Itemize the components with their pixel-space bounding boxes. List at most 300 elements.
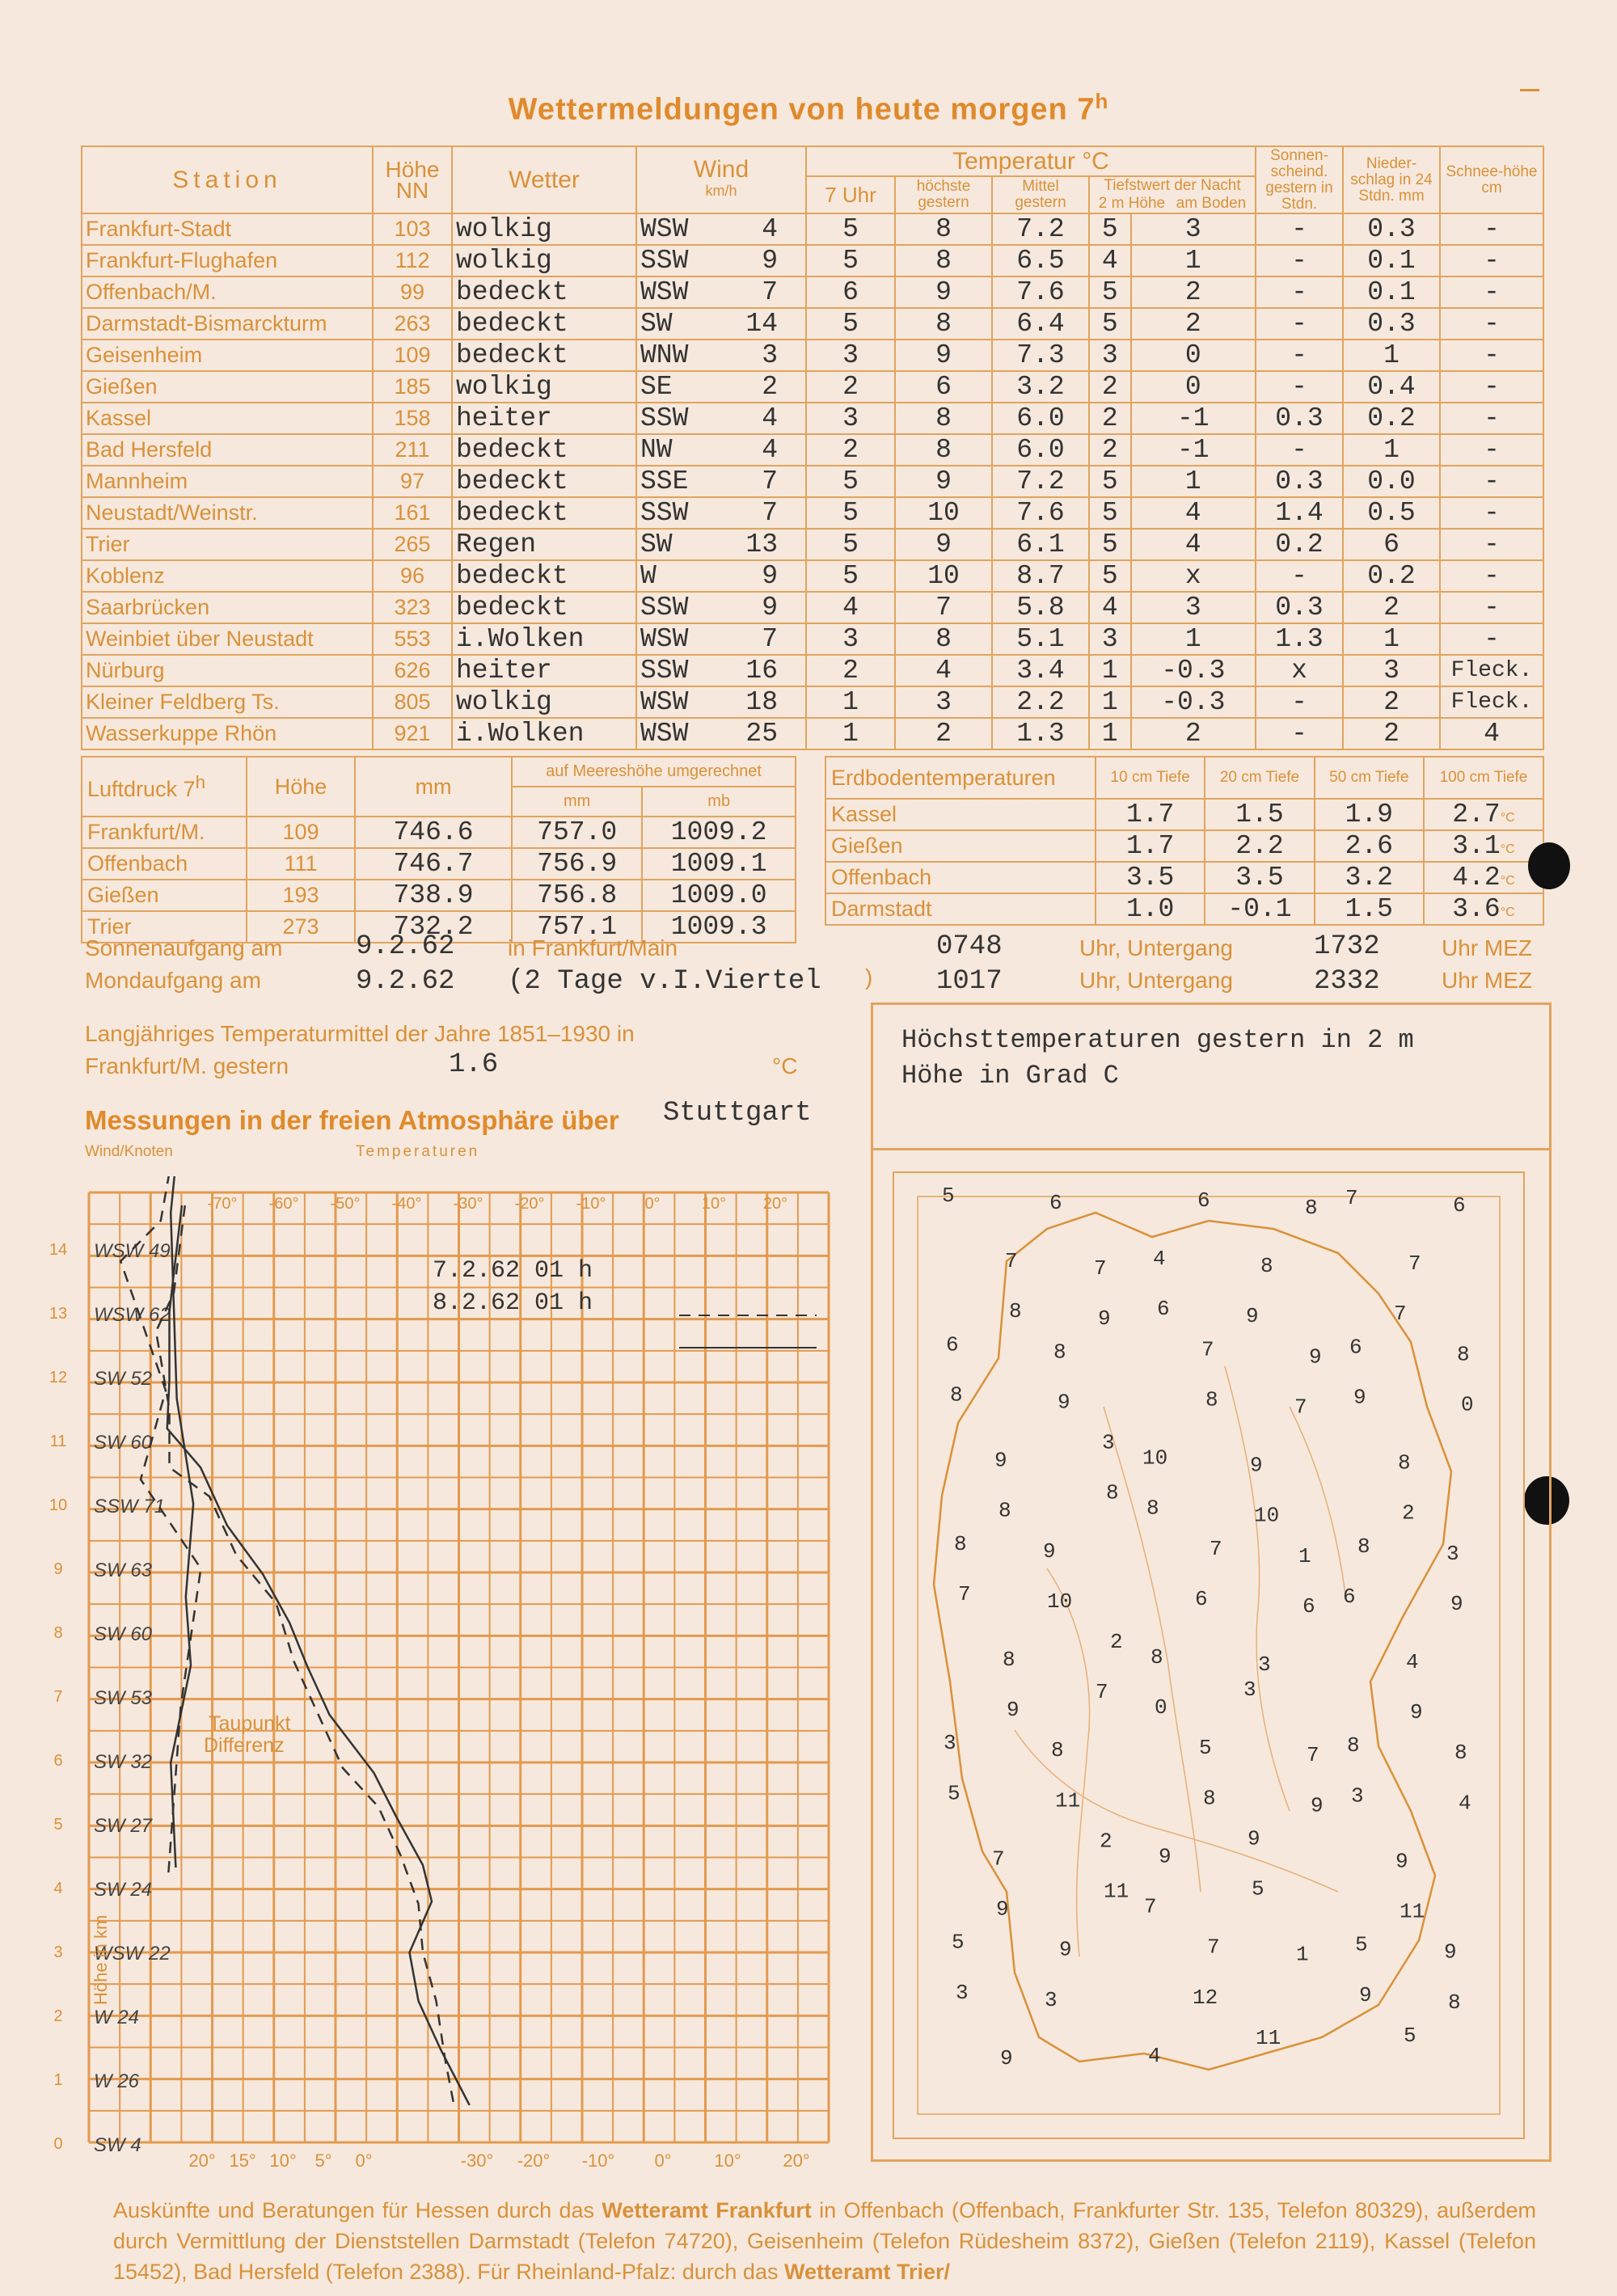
in-frankfurt: in Frankfurt/Main [508, 935, 678, 960]
station-niederschlag: 0.3 [1343, 308, 1440, 340]
station-tmin-boden: 0 [1131, 371, 1256, 403]
erdboden-value: -0.1 [1205, 893, 1314, 925]
station-wetter: wolkig [452, 213, 636, 245]
col-nieder: Nieder-schlag in 24 Stdn. mm [1343, 146, 1440, 213]
map-temp-value: 8 [1053, 1340, 1066, 1365]
top-tick-label: 0° [644, 1195, 661, 1213]
station-wind [636, 308, 806, 340]
map-temp-value: 9 [1444, 1939, 1457, 1965]
station-hoehe: 553 [373, 623, 452, 655]
wind-speed: 9 [762, 246, 778, 276]
km-tick-label: 14 [49, 1241, 68, 1259]
mondaufgang-date: 9.2.62 [356, 966, 455, 997]
station-niederschlag: 1 [1343, 340, 1440, 371]
map-temp-value: 9 [1353, 1385, 1366, 1410]
bottom-tick-label: 15° [229, 2150, 256, 2171]
station-t7: 3 [806, 403, 895, 434]
map-temp-value: 9 [1000, 2045, 1013, 2070]
untergang-label-2: Uhr, Untergang [1079, 968, 1233, 993]
station-mittel: 6.0 [992, 434, 1089, 466]
station-row [82, 403, 1543, 434]
station-niederschlag: 0.2 [1343, 560, 1440, 592]
station-max: 8 [895, 245, 992, 276]
station-max: 8 [895, 403, 992, 434]
luftdruck-h: 273 [247, 911, 355, 943]
station-row [82, 276, 1543, 308]
station-t7: 1 [806, 718, 895, 749]
station-tmin-2m: 5 [1089, 213, 1131, 245]
map-temp-value: 12 [1193, 1985, 1218, 2010]
station-wind [636, 276, 806, 308]
luftdruck-mm_red: 756.9 [512, 848, 642, 880]
station-wetter: i.Wolken [452, 718, 636, 749]
map-temp-value: 10 [1047, 1589, 1073, 1614]
map-temp-value: 3 [1102, 1430, 1115, 1455]
map-temp-value: 9 [1311, 1793, 1324, 1818]
mondaufgang-label: Mondaufgang am [85, 968, 261, 993]
station-t7: 5 [806, 497, 895, 529]
map-temp-value: 4 [1148, 2043, 1161, 2068]
station-row [82, 213, 1543, 245]
map-temp-value: 5 [1404, 2023, 1416, 2048]
erdboden-col-20: 20 cm Tiefe [1205, 757, 1314, 799]
luftdruck-auf: auf Meereshöhe umgerechnet [512, 757, 796, 787]
station-niederschlag: 0.1 [1343, 276, 1440, 308]
map-temp-value: 3 [956, 1980, 969, 2005]
wind-direction: WNW [640, 340, 689, 370]
wind-direction: W [640, 561, 657, 591]
station-max: 3 [895, 686, 992, 718]
bottom-tick-label: 20° [188, 2150, 216, 2171]
station-mittel: 3.4 [992, 655, 1089, 686]
wind-direction: WSW [640, 719, 689, 749]
wind-speed: 9 [762, 593, 778, 623]
station-schnee: - [1440, 403, 1543, 434]
km-tick-label: 8 [53, 1624, 63, 1642]
station-max: 6 [895, 371, 992, 403]
luftdruck-mb: 1009.1 [642, 848, 796, 880]
germany-border [934, 1213, 1451, 2070]
station-niederschlag: 0.4 [1343, 371, 1440, 403]
station-row [82, 655, 1543, 686]
station-sonne: - [1256, 340, 1343, 371]
station-t7: 5 [806, 466, 895, 497]
station-sonne: 0.3 [1256, 403, 1343, 434]
map-temp-value: 7 [958, 1581, 971, 1606]
station-wind [636, 655, 806, 686]
wind-label: WSW 62 [94, 1304, 171, 1326]
map-temp-value: 7 [992, 1847, 1005, 1872]
sun-down-time: 1732 [1314, 931, 1380, 962]
map-temp-value: 3 [1446, 1541, 1459, 1566]
map-temp-value: 7 [1307, 1743, 1319, 1768]
station-t7: 5 [806, 560, 895, 592]
luftdruck-h: 111 [247, 848, 355, 880]
footer-bold-1: Wetteramt Frankfurt [602, 2198, 812, 2222]
moon-note: (2 Tage v.I.Viertel [508, 966, 821, 997]
bottom-tick-label: -30° [460, 2150, 494, 2171]
station-schnee: - [1440, 466, 1543, 497]
map-temp-value: 9 [1395, 1849, 1408, 1874]
station-schnee: - [1440, 340, 1543, 371]
station-tmin-2m: 2 [1089, 403, 1131, 434]
luftdruck-h: 193 [247, 880, 355, 911]
atmo-chart [40, 1176, 849, 2175]
station-mittel: 3.2 [992, 371, 1089, 403]
map-temp-value: 9 [1007, 1698, 1020, 1723]
map-temp-value: 11 [1104, 1879, 1129, 1904]
map-temp-value: 3 [1258, 1652, 1271, 1677]
map-temp-value: 2 [1100, 1829, 1112, 1854]
luftdruck-st: Gießen [82, 880, 247, 911]
station-max: 9 [895, 340, 992, 371]
station-wind [636, 560, 806, 592]
top-tick-label: -10° [576, 1195, 606, 1213]
erdboden-value: 2.2 [1205, 830, 1314, 862]
moon-down-time: 2332 [1314, 966, 1380, 997]
station-sonne: - [1256, 560, 1343, 592]
untergang-label-1: Uhr, Untergang [1079, 935, 1233, 960]
station-t7: 5 [806, 213, 895, 245]
map-title-2: Höhe in Grad C [901, 1061, 1119, 1091]
luftdruck-mm2: mm [512, 787, 642, 817]
wind-speed: 7 [762, 466, 778, 496]
station-tmin-boden: 2 [1131, 276, 1256, 308]
station-hoehe: 626 [373, 655, 452, 686]
km-tick-label: 6 [53, 1752, 63, 1770]
wind-direction: SSW [640, 403, 689, 433]
map-temp-value: 8 [1051, 1738, 1064, 1763]
map-temp-value: 7 [1005, 1249, 1018, 1274]
erdboden-value: 3.5 [1205, 862, 1314, 893]
station-mittel: 1.3 [992, 718, 1089, 749]
station-tmin-boden: -0.3 [1131, 686, 1256, 718]
top-tick-label: -70° [207, 1195, 238, 1213]
station-wind [636, 403, 806, 434]
station-tmin-boden: 3 [1131, 213, 1256, 245]
top-tick-label: 10° [701, 1195, 727, 1213]
col-station: Station [82, 146, 373, 213]
top-tick-label: -30° [453, 1195, 483, 1213]
station-t7: 4 [806, 592, 895, 623]
station-sonne: - [1256, 434, 1343, 466]
station-mittel: 5.1 [992, 623, 1089, 655]
station-t7: 2 [806, 371, 895, 403]
top-tick-label: -60° [268, 1195, 299, 1213]
map-temp-value: 0 [1461, 1392, 1474, 1417]
map-temp-value: 5 [1199, 1736, 1212, 1761]
wind-speed: 7 [762, 277, 778, 307]
luftdruck-row [82, 880, 796, 911]
wind-label: SW 32 [94, 1751, 153, 1773]
wind-direction: SSW [640, 246, 689, 276]
station-t7: 2 [806, 434, 895, 466]
station-tmin-boden: 3 [1131, 592, 1256, 623]
station-wetter: wolkig [452, 245, 636, 276]
map-temp-value: 4 [1406, 1650, 1419, 1674]
station-niederschlag: 2 [1343, 592, 1440, 623]
station-tmin-boden: 4 [1131, 529, 1256, 560]
station-niederschlag: 1 [1343, 434, 1440, 466]
station-max: 10 [895, 560, 992, 592]
erdboden-value [1424, 893, 1543, 925]
station-wetter: wolkig [452, 686, 636, 718]
station-t7: 6 [806, 276, 895, 308]
station-max: 8 [895, 213, 992, 245]
map-temp-value: 8 [1448, 1990, 1461, 2015]
station-niederschlag: 0.5 [1343, 497, 1440, 529]
station-t7: 2 [806, 655, 895, 686]
punch-hole-top [1528, 842, 1570, 889]
station-schnee: - [1440, 497, 1543, 529]
map-temp-value: 3 [1243, 1678, 1256, 1703]
wind-direction: SW [640, 530, 673, 559]
km-tick-label: 10 [49, 1496, 68, 1514]
station-wind [636, 686, 806, 718]
atmo-legend-2: 8.2.62 01 h [433, 1289, 593, 1317]
station-row [82, 371, 1543, 403]
station-mittel: 2.2 [992, 686, 1089, 718]
luftdruck-row [82, 817, 796, 848]
wind-direction: SE [640, 372, 673, 402]
map-temp-value: 8 [954, 1531, 967, 1556]
station-tmin-2m: 5 [1089, 497, 1131, 529]
map-temp-value: 8 [998, 1498, 1011, 1523]
station-tmin-boden: 1 [1131, 623, 1256, 655]
erdboden-value-text: 3.6 [1452, 894, 1501, 924]
atmo-legend-1: 7.2.62 01 h [433, 1257, 593, 1285]
station-sonne: - [1256, 308, 1343, 340]
wind-label: W 26 [94, 2070, 140, 2092]
map-temp-value: 3 [1351, 1783, 1364, 1809]
station-mittel: 6.4 [992, 308, 1089, 340]
luftdruck-h: 109 [247, 817, 355, 848]
map-temp-value: 7 [1394, 1302, 1407, 1327]
station-hoehe: 158 [373, 403, 452, 434]
station-name: Saarbrücken [82, 592, 373, 623]
col-wind: Wind km/h [636, 146, 806, 213]
langjaehrig-value: 1.6 [449, 1049, 499, 1080]
wind-direction: WSW [640, 624, 689, 654]
station-row [82, 718, 1543, 749]
map-river [1290, 1407, 1346, 1601]
station-wetter: bedeckt [452, 434, 636, 466]
map-temp-value: 5 [948, 1781, 960, 1806]
station-hoehe: 263 [373, 308, 452, 340]
map-temp-value: 8 [1260, 1254, 1273, 1279]
wind-direction: WSW [640, 277, 689, 307]
map-temp-value: 8 [1003, 1648, 1015, 1672]
erdboden-value-text: 2.7 [1452, 800, 1501, 829]
map-temp-value: 9 [1450, 1591, 1463, 1616]
station-row [82, 245, 1543, 276]
station-hoehe: 112 [373, 245, 452, 276]
station-max: 9 [895, 276, 992, 308]
map-temp-value: 2 [1402, 1500, 1415, 1526]
map-temp-value: 7 [1207, 1935, 1220, 1960]
bottom-tick-label: 20° [783, 2150, 810, 2171]
map-temp-value: 11 [1055, 1788, 1081, 1813]
map-temp-value: 7 [1294, 1395, 1307, 1420]
station-wetter: heiter [452, 655, 636, 686]
station-name: Trier [82, 529, 373, 560]
station-niederschlag: 2 [1343, 718, 1440, 749]
station-t7: 3 [806, 340, 895, 371]
station-wind [636, 592, 806, 623]
station-tmin-2m: 5 [1089, 308, 1131, 340]
wind-speed: 13 [745, 530, 778, 559]
top-tick-label: -50° [330, 1195, 361, 1213]
station-schnee: - [1440, 434, 1543, 466]
erdboden-col-10: 10 cm Tiefe [1096, 757, 1205, 799]
station-mittel: 7.2 [992, 213, 1089, 245]
station-schnee: Fleck. [1440, 655, 1543, 686]
station-sonne: 0.2 [1256, 529, 1343, 560]
station-wetter: bedeckt [452, 308, 636, 340]
station-row [82, 623, 1543, 655]
station-tmin-2m: 5 [1089, 529, 1131, 560]
erdboden-value [1424, 862, 1543, 893]
col-hoehe: Höhe NN [373, 146, 452, 213]
mez-label-2: Uhr MEZ [1442, 968, 1532, 993]
map-temp-value: 9 [1059, 1937, 1072, 1962]
map-temp-value: 9 [1159, 1844, 1172, 1869]
station-hoehe: 185 [373, 371, 452, 403]
page-title: Wettermeldungen von heute morgen 7$^h$ [508, 89, 1109, 127]
luftdruck-label: Luftdruck 7$^h$ [82, 757, 247, 817]
station-t7: 1 [806, 686, 895, 718]
erdboden-value: 1.9 [1315, 799, 1424, 830]
station-sonne: 1.3 [1256, 623, 1343, 655]
station-tmin-boden: 4 [1131, 497, 1256, 529]
map-temp-value: 6 [1157, 1297, 1170, 1322]
station-tmin-2m: 1 [1089, 655, 1131, 686]
erdboden-station: Offenbach [825, 862, 1096, 893]
station-row [82, 686, 1543, 718]
km-tick-label: 3 [53, 1944, 63, 1961]
wind-direction: SSW [640, 498, 689, 528]
erdboden-value: 1.7 [1096, 830, 1205, 862]
station-name: Mannheim [82, 466, 373, 497]
station-niederschlag: 0.1 [1343, 245, 1440, 276]
map-temp-value: 9 [1250, 1453, 1263, 1478]
wind-direction: NW [640, 435, 673, 465]
station-hoehe: 161 [373, 497, 452, 529]
map-temp-value: 6 [1302, 1593, 1315, 1619]
station-hoehe: 921 [373, 718, 452, 749]
station-sonne: 1.4 [1256, 497, 1343, 529]
station-t7: 5 [806, 245, 895, 276]
wind-speed: 16 [745, 656, 778, 686]
km-tick-label: 4 [53, 1880, 63, 1897]
footer-bold-2: Wetteramt Trier/ [783, 2260, 951, 2284]
map-temp-value: 8 [1305, 1196, 1318, 1220]
langjaehrig-line2: Frankfurt/M. gestern [85, 1053, 289, 1078]
map-temp-value: 8 [1106, 1480, 1119, 1505]
luftdruck-mm: 746.7 [355, 848, 512, 880]
km-tick-label: 7 [53, 1688, 63, 1706]
luftdruck-mm_red: 757.0 [512, 817, 642, 848]
station-tmin-boden: x [1131, 560, 1256, 592]
map-title-divider [871, 1148, 1552, 1150]
luftdruck-mm: 732.2 [355, 911, 512, 943]
station-mittel: 7.2 [992, 466, 1089, 497]
map-temp-value: 3 [944, 1731, 956, 1756]
station-wind [636, 371, 806, 403]
map-temp-value: 6 [1349, 1335, 1362, 1360]
erdboden-row [825, 862, 1543, 893]
erdboden-row [825, 799, 1543, 830]
map-temp-value: 5 [1252, 1876, 1264, 1901]
map-river [1225, 1366, 1290, 1811]
station-wetter: bedeckt [452, 560, 636, 592]
station-tmin-boden: 1 [1131, 466, 1256, 497]
map-temp-value: 10 [1142, 1446, 1168, 1471]
station-tmin-2m: 4 [1089, 245, 1131, 276]
wind-direction: WSW [640, 214, 689, 244]
map-temp-value: 9 [1246, 1304, 1259, 1329]
map-temp-value: 9 [1098, 1306, 1111, 1332]
erdboden-unit: °C [1500, 842, 1515, 856]
station-name: Koblenz [82, 560, 373, 592]
station-wetter: bedeckt [452, 466, 636, 497]
station-row [82, 434, 1543, 466]
map-temp-value: 8 [1454, 1741, 1467, 1766]
station-row [82, 497, 1543, 529]
station-name: Wasserkuppe Rhön [82, 718, 373, 749]
station-wetter: Regen [452, 529, 636, 560]
station-schnee: - [1440, 213, 1543, 245]
map-temp-value: 9 [994, 1448, 1007, 1473]
station-schnee: - [1440, 560, 1543, 592]
station-tmin-2m: 5 [1089, 560, 1131, 592]
wind-speed: 4 [762, 214, 778, 244]
erdboden-unit: °C [1500, 905, 1515, 919]
wind-direction: SSW [640, 656, 689, 686]
station-wind [636, 245, 806, 276]
station-mittel: 8.7 [992, 560, 1089, 592]
map-temp-value: 2 [1110, 1630, 1123, 1654]
map-temp-value: 9 [1410, 1700, 1423, 1725]
moon-up-time: 1017 [936, 966, 1003, 997]
erdboden-station: Darmstadt [825, 893, 1096, 925]
station-name: Weinbiet über Neustadt [82, 623, 373, 655]
km-tick-label: 2 [53, 2007, 63, 2025]
station-schnee: - [1440, 592, 1543, 623]
km-tick-label: 9 [53, 1560, 63, 1578]
luftdruck-mm_red: 756.8 [512, 880, 642, 911]
station-name: Geisenheim [82, 340, 373, 371]
station-wetter: bedeckt [452, 497, 636, 529]
wind-label: SW 60 [94, 1432, 153, 1454]
erdboden-value-text: 4.2 [1452, 863, 1501, 893]
station-t7: 3 [806, 623, 895, 655]
map-temp-value: 7 [1144, 1894, 1157, 1919]
col-hoechste: höchste gestern [895, 176, 992, 213]
map-temp-value: 9 [1058, 1390, 1070, 1415]
erdboden-value: 3.2 [1315, 862, 1424, 893]
station-t7: 5 [806, 529, 895, 560]
atmo-wind-label: Wind/Knoten [85, 1143, 173, 1160]
station-wind [636, 466, 806, 497]
map-temp-value: 9 [1248, 1826, 1260, 1851]
station-max: 9 [895, 529, 992, 560]
station-wetter: bedeckt [452, 592, 636, 623]
station-sonne: - [1256, 276, 1343, 308]
station-row [82, 529, 1543, 560]
erdboden-label: Erdbodentemperaturen [825, 757, 1096, 799]
station-tmin-2m: 5 [1089, 276, 1131, 308]
